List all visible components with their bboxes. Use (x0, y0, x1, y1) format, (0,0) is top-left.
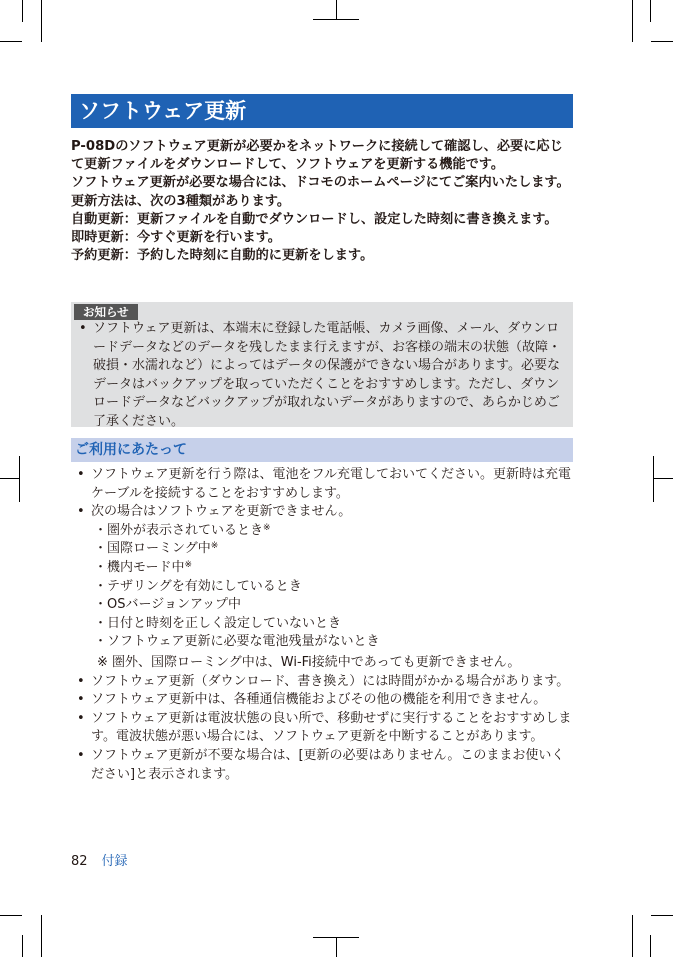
condition-text: ・国際ローミング中 (94, 541, 211, 557)
list-item: • ソフトウェア更新は電波状態の良い所で、移動せずに実行することをおすすめします。電波状態が悪い場合には、ソフトウェア更新を中断することがあります。 (77, 710, 573, 747)
condition-item (77, 540, 573, 559)
list-item: • 次の場合はソフトウェアを更新できません。 (77, 503, 573, 522)
intro-paragraph: P-08Dのソフトウェア更新が必要かをネットワークに接続して確認し、必要に応じて更新ファイルをダウンロードして、ソフトウェアを更新する機能です。 (71, 139, 563, 173)
section-heading: ご利用にあたって (71, 438, 573, 462)
intro-paragraph: 更新方法は、次の3種類があります。 (71, 193, 291, 209)
chapter-label: 付録 (101, 854, 128, 869)
notice-box (71, 302, 573, 427)
condition-item: ・テザリングを有効にしているとき (94, 578, 302, 594)
intro-paragraph: 自動更新：更新ファイルを自動でダウンロードし、設定した時刻に書き換えます。 (71, 211, 558, 227)
condition-item: ・ソフトウェア更新に必要な電池残量がないとき (94, 634, 380, 650)
page-title: ソフトウェア更新 (71, 94, 573, 128)
intro-text (71, 138, 575, 265)
intro-paragraph: 即時更新：今すぐ更新を行います。 (71, 230, 281, 246)
footnote-mark: ※ (210, 541, 219, 552)
condition-text: ・機内モード中 (94, 559, 185, 575)
notice-item: • ソフトウェア更新は、本端末に登録した電話帳、カメラ画像、メール、ダウンロードデータなどのデータを残したまま行えますが、お客様の端末の状態（故障・破損・水濡れなど）によってはデータの保護ができない場合があります。必要なデータはバックアップを取っていただくことをおすすめします。ただし、ダウンロードデータなどバックアップが取れないデータがありますので、あらかじめご了承ください。 (79, 320, 567, 432)
footnote: ※ 圏外、国際ローミング中は、Wi-Fi接続中であっても更新できません。 (97, 654, 521, 670)
condition-item (77, 559, 573, 578)
condition-item: ・OSバージョンアップ中 (94, 597, 242, 613)
page-footer (71, 853, 128, 871)
intro-paragraph: 予約更新：予約した時刻に自動的に更新をします。 (71, 248, 374, 264)
list-item: • ソフトウェア更新が不要な場合は、[更新の必要はありません。このままお使いください]と表示されます。 (77, 747, 573, 784)
notice-label: お知らせ (74, 304, 138, 320)
notice-body (79, 320, 567, 432)
footnote-mark: ※ (263, 522, 271, 533)
list-item: • ソフトウェア更新中は、各種通信機能およびその他の機能を利用できません。 (77, 691, 573, 710)
list-item: • ソフトウェア更新を行う際は、電池をフル充電しておいてください。更新時は充電ケーブルを接続することをおすすめします。 (77, 466, 573, 503)
list-item: • ソフトウェア更新（ダウンロード、書き換え）には時間がかかる場合があります。 (77, 673, 573, 692)
condition-item: ・日付と時刻を正しく設定していないとき (94, 615, 342, 631)
condition-item (77, 522, 573, 541)
usage-list (77, 466, 573, 784)
page-number: 82 (71, 854, 88, 869)
intro-paragraph: ソフトウェア更新が必要な場合には、ドコモのホームページにてご案内いたします。 (71, 175, 570, 191)
footnote-mark: ※ (184, 559, 193, 570)
condition-text: ・圏外が表示されているとき (94, 522, 264, 538)
